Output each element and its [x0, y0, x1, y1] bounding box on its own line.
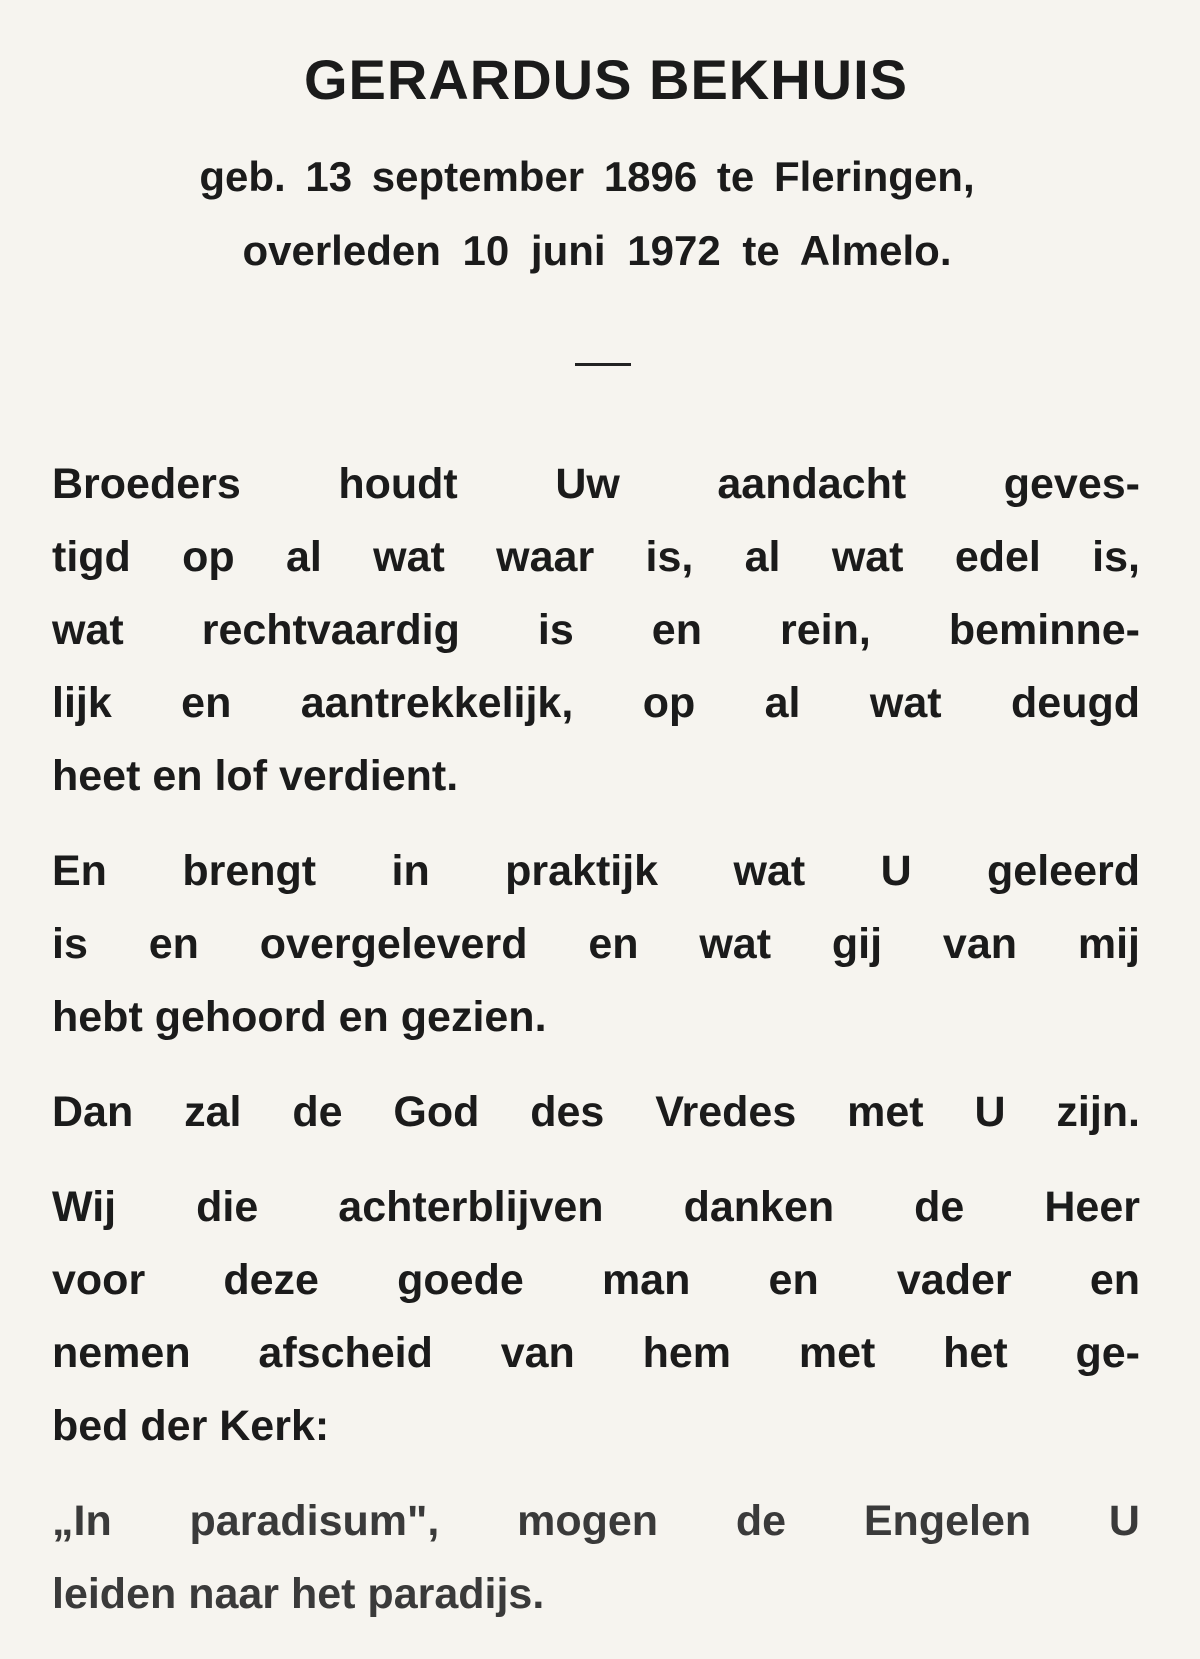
paragraph-1: [52, 448, 1140, 813]
paragraph-2: [52, 835, 1140, 1054]
memorial-text: [52, 448, 1140, 1631]
text-line: lijk en aantrekkelijk, op al wat deugd: [52, 679, 1140, 727]
death-line: overleden 10 juni 1972 te Almelo.: [242, 227, 952, 274]
text-line: Broeders houdt Uw aandacht geves-: [52, 460, 1140, 508]
birth-line: geb. 13 september 1896 te Fleringen,: [199, 153, 975, 200]
life-dates: [52, 140, 1140, 288]
text-line: tigd op al wat waar is, al wat edel is,: [52, 533, 1140, 581]
text-line: Wij die achterblijven danken de Heer: [52, 1183, 1140, 1231]
text-line: wat rechtvaardig is en rein, beminne-: [52, 606, 1140, 654]
paragraph-5: [52, 1485, 1140, 1631]
text-line: nemen afscheid van hem met het ge-: [52, 1329, 1140, 1377]
text-line: heet en lof verdient.: [52, 752, 459, 800]
paragraph-4: [52, 1171, 1140, 1463]
deceased-name: GERARDUS BEKHUIS: [303, 48, 909, 111]
text-line: bed der Kerk:: [52, 1402, 330, 1450]
paragraph-3: [52, 1076, 1140, 1149]
text-line: Dan zal de God des Vredes met U zijn.: [52, 1088, 1140, 1136]
text-line: leiden naar het paradijs.: [52, 1570, 545, 1618]
text-line: „In paradisum", mogen de Engelen U: [52, 1497, 1140, 1545]
text-line: voor deze goede man en vader en: [52, 1256, 1140, 1304]
text-line: is en overgeleverd en wat gij van mij: [52, 920, 1140, 968]
text-line: hebt gehoord en gezien.: [52, 993, 547, 1041]
separator-dash: [575, 363, 631, 366]
text-line: En brengt in praktijk wat U geleerd: [52, 847, 1140, 895]
